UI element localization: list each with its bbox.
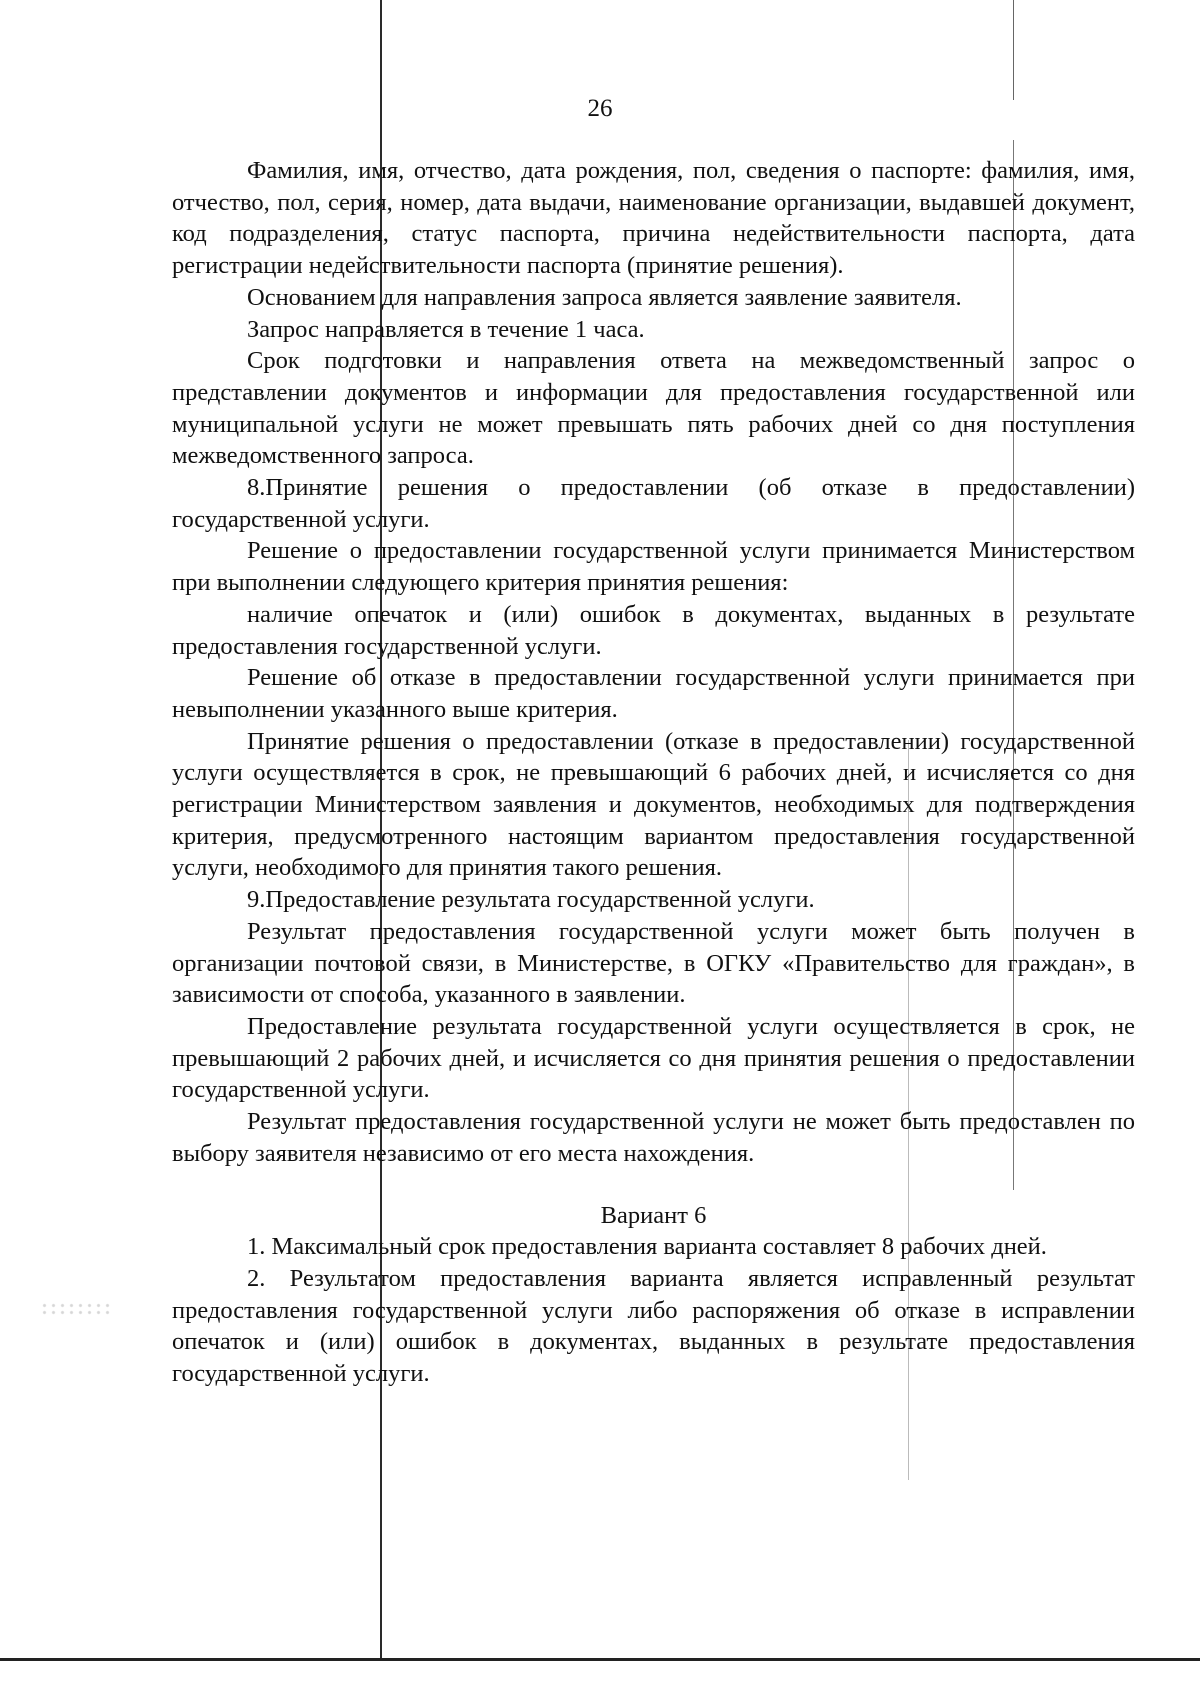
scan-speckle (40, 1302, 110, 1316)
document-body (172, 155, 1135, 1390)
scan-artifact-line (1013, 0, 1014, 100)
paragraph: Запрос направляется в течение 1 часа. (247, 315, 645, 343)
section-heading: 8.Принятие решения о предоставлении (об отказе в предоставлении) государственной услуги. (172, 474, 1135, 533)
paragraph: Предоставление результата государственной услуги осуществляется в срок, не превышающий 2 рабочих дней, и исчисляется со дня принятия решения о предоставлении государственной услуги. (172, 1012, 1135, 1104)
paragraph: Основанием для направления запроса является заявление заявителя. (247, 283, 962, 311)
paragraph: 1. Максимальный срок предоставления варианта составляет 8 рабочих дней. (247, 1233, 1047, 1261)
paragraph: 2. Результатом предоставления варианта является исправленный результат предоставления государственной услуги либо распоряжения об отказе в исправлении опечаток и (или) ошибок в документах, выданных в результате предоставления государственной услуги. (172, 1264, 1135, 1388)
scan-artifact-border (0, 1658, 1200, 1661)
variant-heading: Вариант 6 (600, 1201, 707, 1229)
paragraph: Решение об отказе в предоставлении государственной услуги принимается при невыполнении указанного выше критерия. (172, 664, 1135, 723)
paragraph: Фамилия, имя, отчество, дата рождения, пол, сведения о паспорте: фамилия, имя, отчество, пол, серия, номер, дата выдачи, наименование организации, выдавшей документ, код подразделения, статус паспорта, причина недействительности паспорта, дата регистрации недействительности паспорта (принятие решения). (172, 157, 1135, 280)
paragraph: Результат предоставления государственной услуги может быть получен в организации почтовой связи, в Министерстве, в ОГКУ «Правительство для граждан», в зависимости от способа, указанного в заявлении. (172, 917, 1135, 1009)
page-number: 26 (587, 95, 613, 122)
paragraph: Принятие решения о предоставлении (отказе в предоставлении) государственной услуги осуществляется в срок, не превышающий 6 рабочих дней, и исчисляется со дня регистрации Министерством заявления и документов, необходимых для подтверждения критерия, предусмотренного настоящим вариантом предоставления государственной услуги, необходимого для принятия такого решения. (172, 727, 1135, 882)
paragraph: Решение о предоставлении государственной услуги принимается Министерством при выполнении следующего критерия принятия решения: (172, 537, 1135, 597)
section-heading: 9.Предоставление результата государственной услуги. (247, 886, 815, 914)
paragraph: наличие опечаток и (или) ошибок в документах, выданных в результате предоставления государственной услуги. (172, 600, 1135, 660)
paragraph: Результат предоставления государственной услуги не может быть предоставлен по выбору заявителя независимо от его места нахождения. (172, 1108, 1135, 1167)
paragraph: Срок подготовки и направления ответа на межведомственный запрос о представлении документов и информации для предоставления государственной или муниципальной услуги не может превышать пять рабочих дней со дня поступления межведомственного запроса. (172, 347, 1135, 470)
